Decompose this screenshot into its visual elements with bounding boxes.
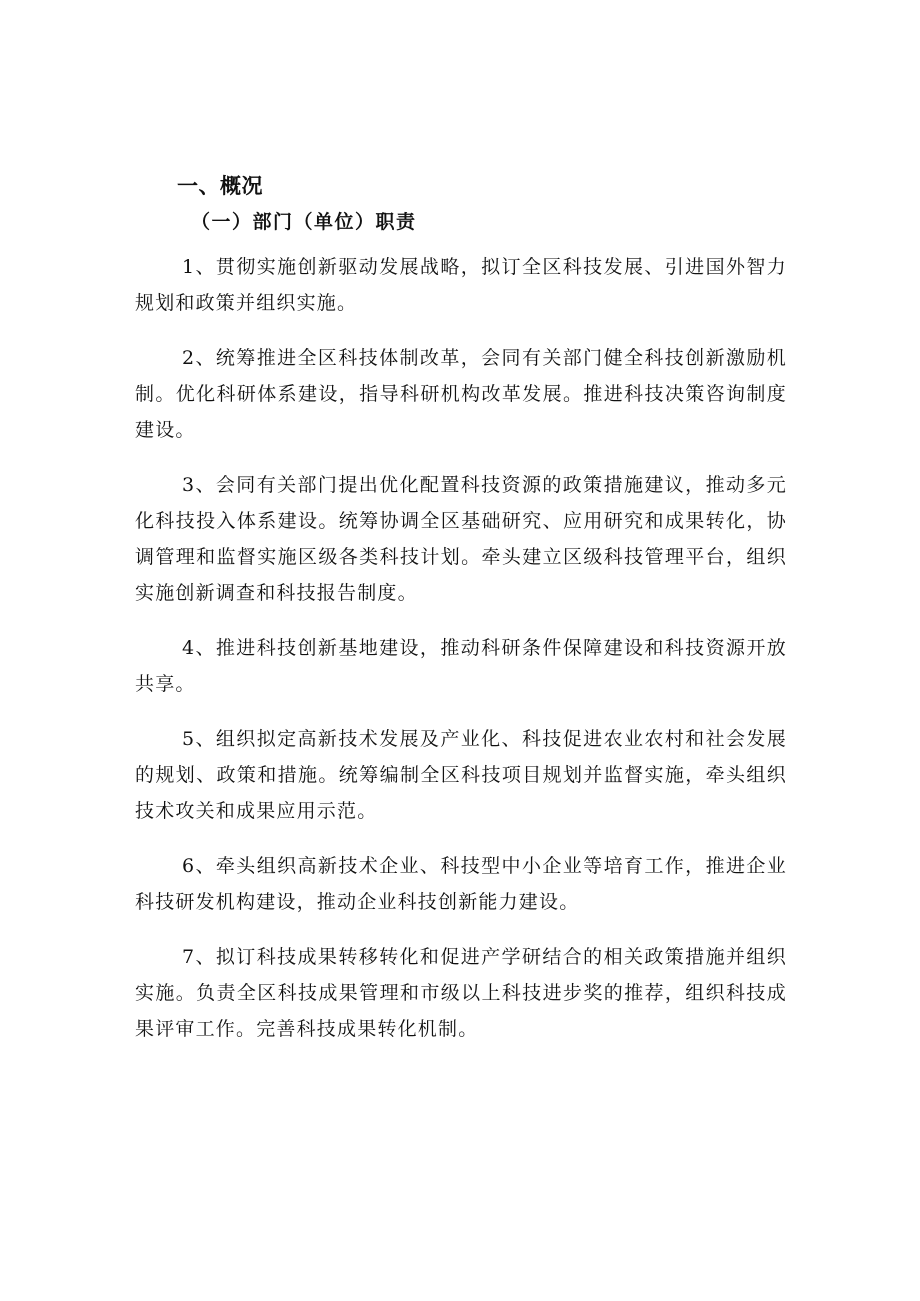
duty-item-2: 2、统筹推进全区科技体制改革，会同有关部门健全科技创新激励机制。优化科研体系建设，指导科研机构改革发展。推进科技决策咨询制度建设。 [135,347,787,441]
duty-item-5: 5、组织拟定高新技术发展及产业化、科技促进农业农村和社会发展的规划、政策和措施。统筹编制全区科技项目规划并监督实施，牵头组织技术攻关和成果应用示范。 [135,728,787,822]
duty-item-4: 4、推进科技创新基地建设，推动科研条件保障建设和科技资源开放共享。 [135,637,787,695]
duty-item-3: 3、会同有关部门提出优化配置科技资源的政策措施建议，推动多元化科技投入体系建设。统筹协调全区基础研究、应用研究和成果转化，协调管理和监督实施区级各类科技计划。牵头建立区级科技管理平台，组织实施创新调查和科技报告制度。 [135,474,787,604]
duty-item-1: 1、贯彻实施创新驱动发展战略，拟订全区科技发展、引进国外智力规划和政策并组织实施。 [135,256,787,314]
duty-item-7: 7、拟订科技成果转移转化和促进产学研结合的相关政策措施并组织实施。负责全区科技成果管理和市级以上科技进步奖的推荐，组织科技成果评审工作。完善科技成果转化机制。 [135,946,787,1040]
duty-item-6: 6、牵头组织高新技术企业、科技型中小企业等培育工作，推进企业科技研发机构建设，推动企业科技创新能力建设。 [135,855,787,913]
document-body [135,168,787,1066]
subsection-heading: （一）部门（单位）职责 [191,211,417,233]
section-heading: 一、概况 [177,174,263,198]
